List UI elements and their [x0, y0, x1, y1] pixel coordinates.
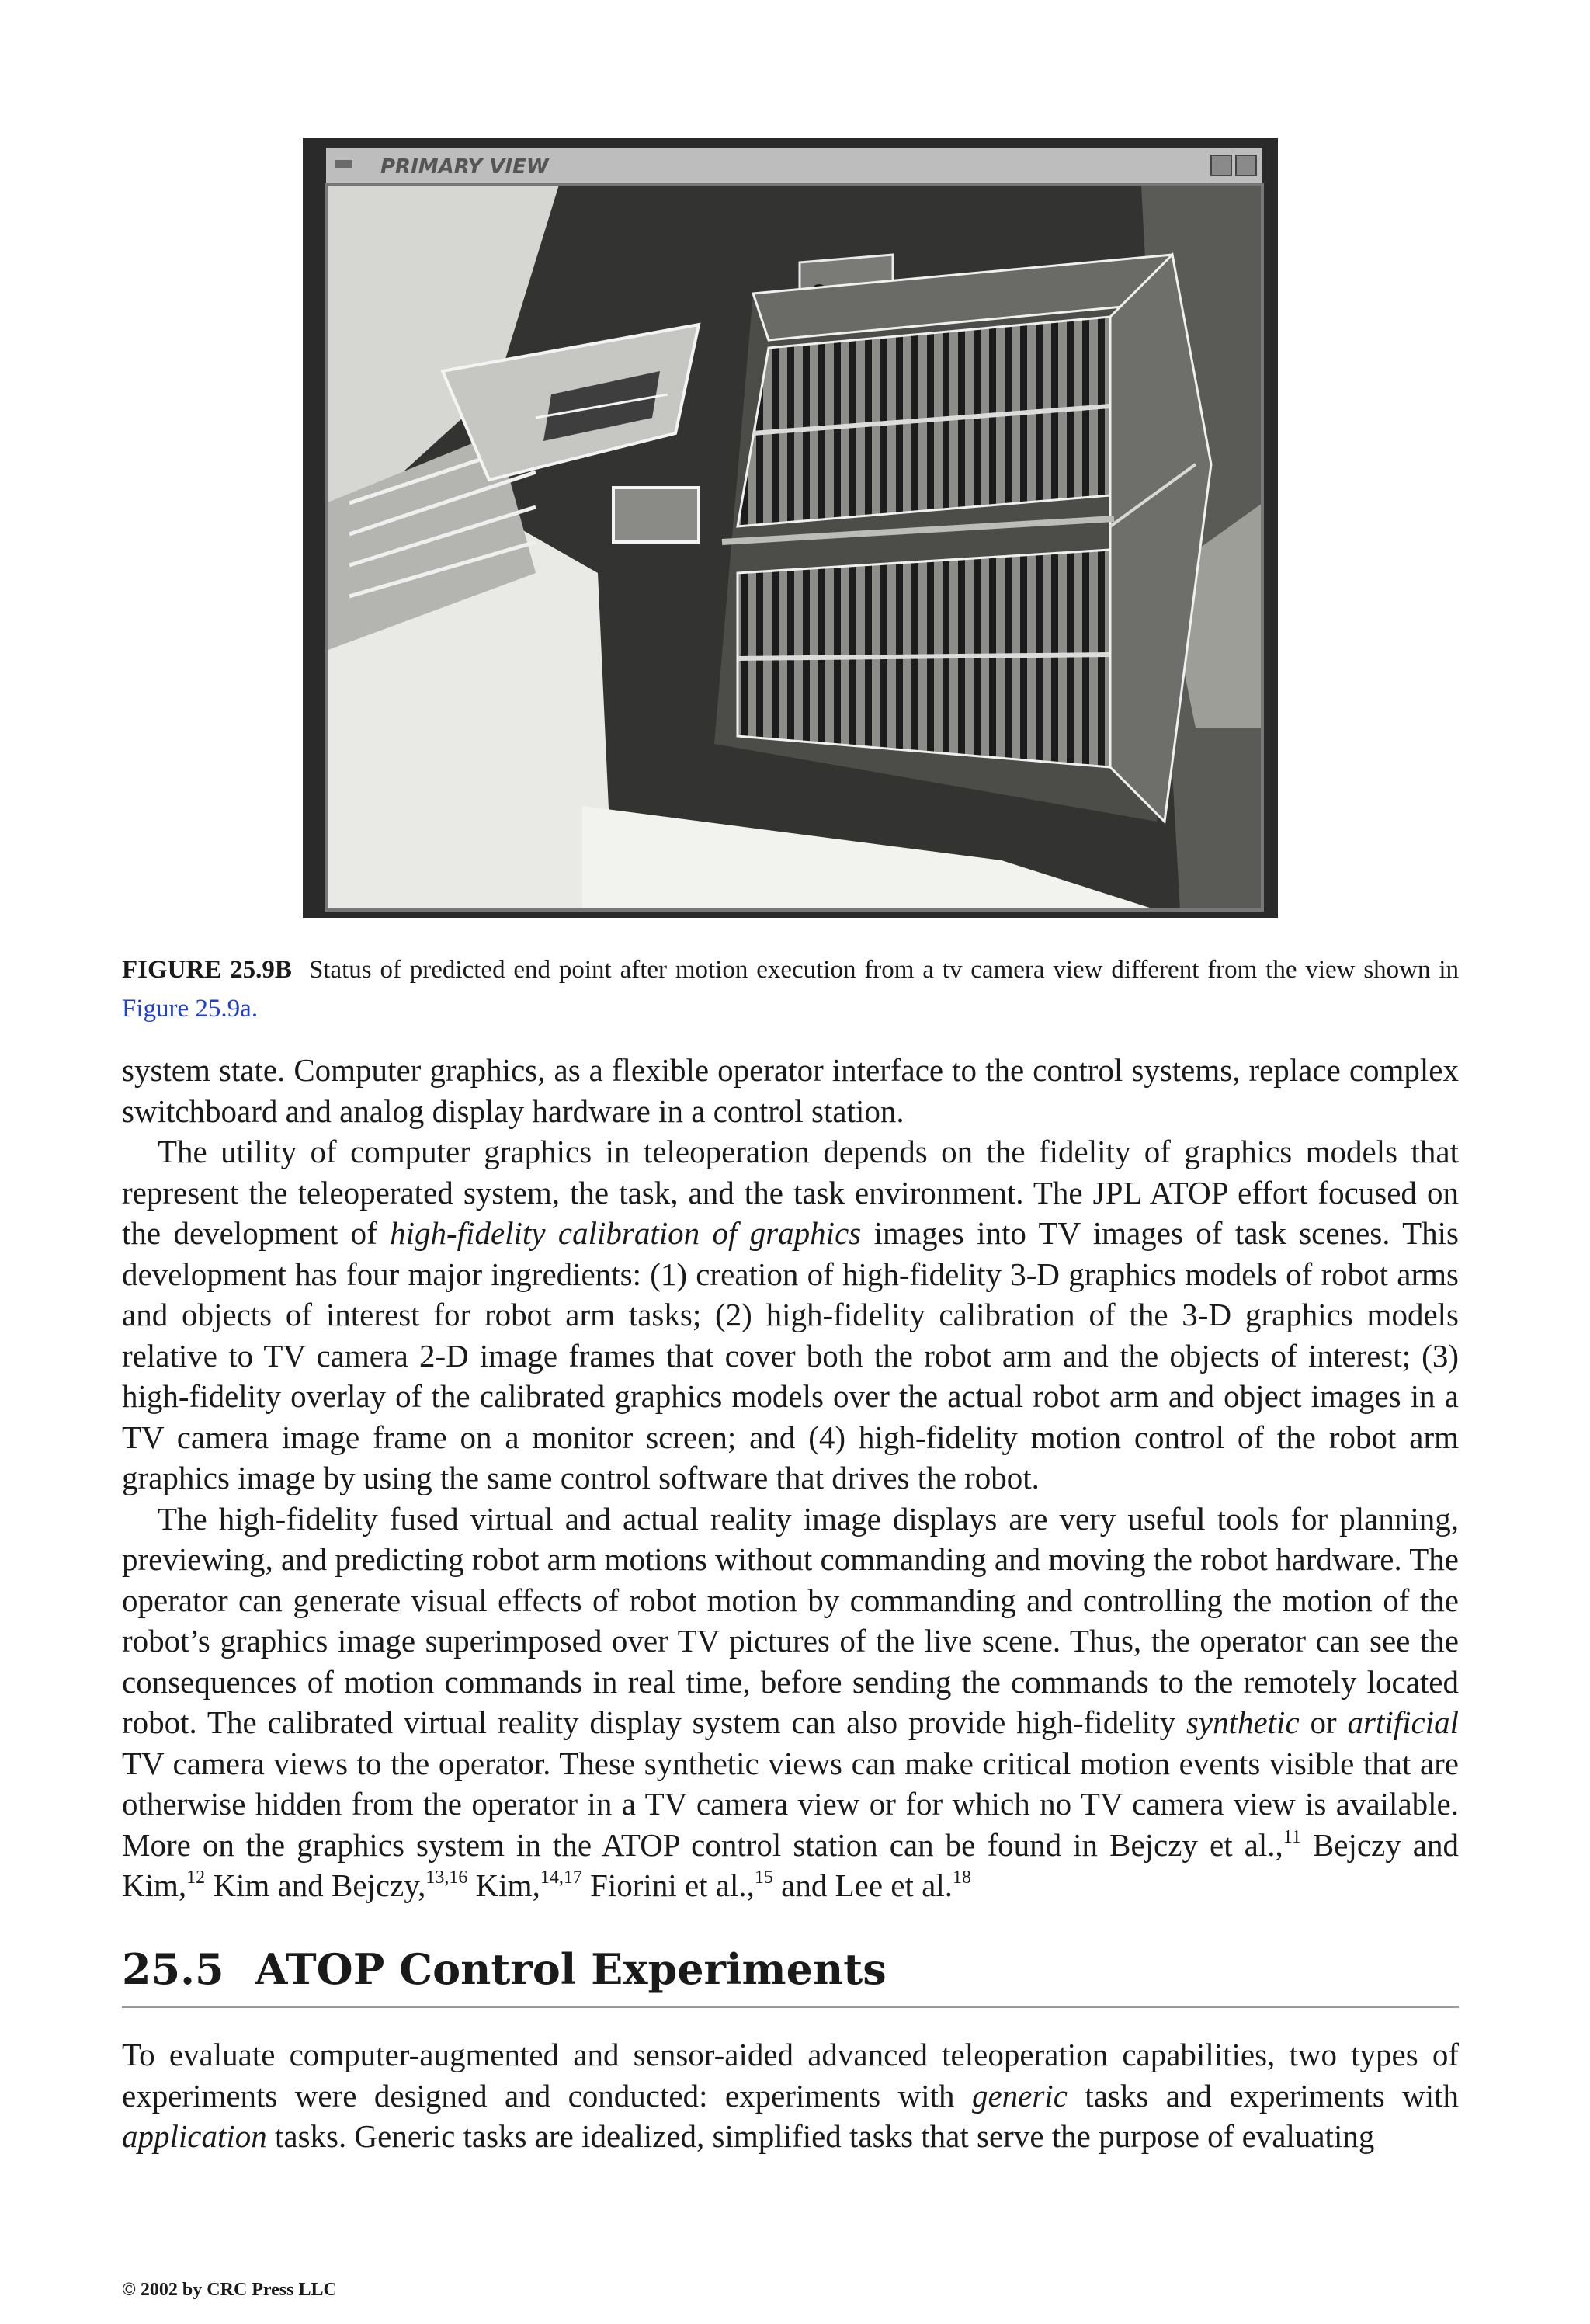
paragraph-1: system state. Computer graphics, as a flexible operator interface to the control systems, replace complex switchboard and analog display hardware in a control station. [122, 1052, 1459, 1129]
section-text-c: tasks. Generic tasks are idealized, simplified tasks that serve the purpose of evaluating [266, 2118, 1375, 2154]
paragraph-2-text-a: The utility of computer graphics in teleoperation depends on the fidelity of graphics models that represent the teleoperated system, the task, and the task environment. The JPL ATOP effort focused on the development of [122, 1134, 1459, 1251]
paragraph-2-emphasis: high-fidelity calibration of graphics [390, 1215, 862, 1251]
body-text [122, 1050, 1459, 1906]
paragraph-2-text-b: images into TV images of task scenes. This development has four major ingredients: (1) creation of high-fidelity 3-D graphics models of robot arms and objects of interest for robot arm tasks; (2) high-fidelity calibration of the 3-D graphics models relative to TV camera 2-D image frames that cover both the robot arm and the objects of interest; (3) high-fidelity overlay of the calibrated graphics models over the actual robot arm and object images in a TV camera image frame on a monitor screen; and (4) high-fidelity motion control of the robot arm graphics image by using the same control software that drives the robot. [122, 1215, 1459, 1495]
paragraph-3-text-or: or [1299, 1704, 1348, 1740]
citation-ref[interactable]: 12 [186, 1867, 206, 1888]
citation-ref[interactable]: 14,17 [540, 1867, 582, 1888]
citation-ref[interactable]: 13,16 [425, 1867, 468, 1888]
figure-photo [303, 138, 1278, 918]
copyright-footer: © 2002 by CRC Press LLC [122, 2280, 337, 2300]
paragraph-3-emphasis-artificial: artificial [1347, 1704, 1459, 1740]
citation-text: Bejczy and Kim, [122, 1826, 1460, 1903]
section-text-a: To evaluate computer-augmented and sensor-aided advanced teleoperation capabilities, two types of experiments were designed and conducted: experiments with [122, 2037, 1459, 2114]
citation-text: Fiorini et al., [581, 1867, 755, 1903]
figure-reference-link[interactable]: Figure 25.9a [122, 995, 252, 1023]
paragraph-3-emphasis-synthetic: synthetic [1186, 1704, 1300, 1740]
citation-text: and Lee et al. [772, 1867, 953, 1903]
paragraph-2 [122, 1131, 1459, 1499]
section-emphasis-generic: generic [971, 2077, 1068, 2114]
window-title: PRIMARY VIEW [380, 155, 549, 179]
citation-ref[interactable]: 11 [1283, 1826, 1301, 1847]
paragraph-3 [122, 1499, 1459, 1906]
section-number: 25.5 [122, 1944, 224, 1994]
paragraph-3-text-a: The high-fidelity fused virtual and actual reality image displays are very useful tools for planning, previewing, and predicting robot arm motions without commanding and moving the robot hardware. The operator can generate visual effects of robot motion by commanding and controlling the motion of the robot’s graphics image superimposed over TV pictures of the live scene. Thus, the operator can see the consequences of motion commands in real time, before sending the commands to the remotely located robot. The calibrated virtual reality display system can also provide high-fidelity [122, 1500, 1459, 1740]
figure-caption [122, 950, 1459, 1028]
section-text-b: tasks and experiments with [1067, 2077, 1459, 2114]
figure-label: FIGURE 25.9B [122, 956, 292, 984]
citation-ref[interactable]: 18 [952, 1867, 971, 1888]
caption-period: . [251, 995, 259, 1023]
section-paragraph-1 [122, 2034, 1459, 2157]
citation-ref[interactable]: 15 [754, 1867, 773, 1888]
orbital-replacement-unit [714, 255, 1211, 822]
section-title: ATOP Control Experiments [255, 1944, 887, 1994]
section-heading [122, 1941, 1459, 2008]
citation-text: Kim, [467, 1867, 540, 1903]
section-body [122, 2034, 1459, 2157]
window-titlebar [326, 148, 1262, 185]
citation-text: Kim and Bejczy, [205, 1867, 426, 1903]
section-emphasis-application: application [122, 2118, 267, 2154]
caption-text: Status of predicted end point after motion execution from a tv camera view different from the view shown in [308, 956, 1460, 984]
paragraph-3-text-b: TV camera views to the operator. These synthetic views can make critical motion events visible that are otherwise hidden from the operator in a TV camera view or for which no TV camera view is available. More on the graphics system in the ATOP control station can be found in Bejczy et al., [122, 1745, 1459, 1863]
